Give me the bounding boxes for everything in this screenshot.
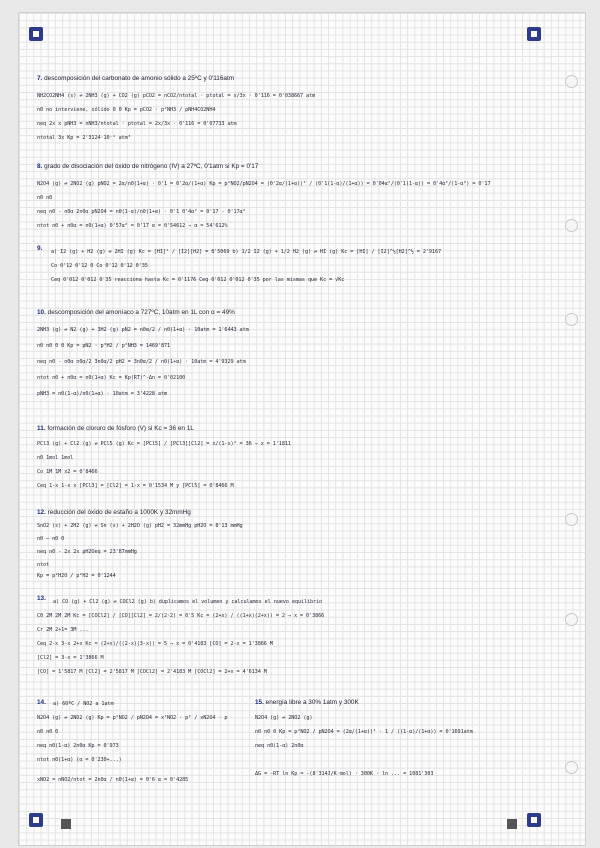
- work-line: n0 — n0 0: [37, 536, 65, 542]
- problem-number: 12.: [37, 509, 46, 516]
- binder-hole: [565, 513, 578, 526]
- problem-9: [37, 245, 547, 305]
- work-line: ntotal 3x Kp = 2'3124·10⁻⁴ atm³: [37, 135, 131, 141]
- work-line: Cr 2M 2+1= 3M ...: [37, 627, 89, 633]
- work-line: a) CO (g) + Cl2 (g) ⇌ COCl2 (g) b) duplicamos el volumen y calculamos el nuevo equilibrio: [53, 599, 323, 605]
- problem-title: descomposición del carbonato de amonio sólido a 25ºC y 0'116atm: [44, 75, 235, 82]
- problem-14: [37, 699, 267, 799]
- work-line: n0 n0: [37, 195, 53, 201]
- binder-hole: [565, 761, 578, 774]
- work-line: Kp = p²H2O / p²H2 = 0'1244: [37, 573, 116, 579]
- work-line: ntot: [37, 562, 50, 568]
- work-line: ntot n0 + n0α = n0(1+α) 0'57α² = 0'17 α = 0'54612 → α = 54'612%: [37, 223, 228, 229]
- binder-hole: [565, 313, 578, 326]
- work-line: Ceq 0'012 0'012 0'35 reacciona hasta Kc = 0'1176 Ceq 0'012 0'012 0'35 por las mismas que Kc = √Kc: [51, 277, 345, 283]
- work-line: Ceq 2-x 3-x 2+x Kc = (2+x)/((2-x)(3-x)) = 5 → x = 0'4183 [CO] = 2-x = 1'3866 M: [37, 641, 273, 647]
- bottom-right-corner-marker: [527, 813, 541, 827]
- work-line: xNO2 = nNO2/ntot = 2n0α / n0(1+α) = 0'6 α = 0'4285: [37, 777, 189, 783]
- top-right-corner-marker: [527, 27, 541, 41]
- problem-number: 10.: [37, 309, 46, 316]
- problem-12: [37, 509, 547, 587]
- work-line: Co 1M 1M x2 = 0'8466: [37, 469, 98, 475]
- problem-title: formación de cloruro de fósforo (V) si Kc = 36 en 1L: [47, 425, 194, 432]
- problem-title: reducción del óxido de estaño a 1000K y 32mmHg: [47, 509, 191, 516]
- problem-title: descomposición del amoníaco a 727ºC, 10atm en 1L con α = 49%: [47, 309, 235, 316]
- problem-8: [37, 163, 547, 243]
- problem-title: energía libre a 30% 1atm y 300K: [265, 699, 359, 706]
- binder-hole: [565, 75, 578, 88]
- work-line: neq n0(1-α) 2n0α: [255, 743, 304, 749]
- bottom-right-square: [507, 819, 517, 829]
- problem-11: [37, 425, 547, 495]
- work-line: N2O4 (g) ⇌ 2NO2 (g) pNO2 = 2α/n0(1+α) · 0'1 = 0'2α/(1+α) Kp = p²NO2/pN2O4 = (0'2α/(1+α))² / (0'1(1-α)/(1+α)) = 0'04α²/(0'1(1-α)) = 0'4α²/(1-α²) = 0'17: [37, 181, 491, 187]
- notebook-page: [18, 12, 586, 846]
- binder-hole: [565, 613, 578, 626]
- work-line: [Cl2] = 3-x = 1'3866 M: [37, 655, 104, 661]
- work-line: ΔG = -RT ln Kp = -(8'314J/K·mol) · 300K · ln ... = 1081'303: [255, 771, 434, 777]
- work-line: Co 0'12 0'12 0 Co 0'12 0'12 0'35: [51, 263, 148, 269]
- work-line: neq n0 - n0α 2n0α pN2O4 = n0(1-α)/n0(1+α) · 0'1 0'4α² = 0'17 - 0'17α²: [37, 209, 246, 215]
- work-line: n0 no interviene, sólido 0 0 Kp = pCO2 · p²NH3 / pNH4CO2NH4: [37, 107, 216, 113]
- work-line: neq 2x x pNH3 = nNH3/ntotal · ptotal = 2x/3x · 0'116 = 0'07733 atm: [37, 121, 237, 127]
- problem-number: 14.: [37, 699, 46, 706]
- problem-number: 8.: [37, 163, 43, 170]
- work-line: n0 1mol 1mol: [37, 455, 74, 461]
- work-line: N2O4 (g) ⇌ 2NO2 (g): [255, 715, 313, 721]
- work-line: NH2CO2NH4 (s) ⇌ 2NH3 (g) + CO2 (g) pCO2 = nCO2/ntotal · ptotal = x/3x · 0'116 = 0'038667 atm: [37, 93, 316, 99]
- top-left-corner-marker: [29, 27, 43, 41]
- work-line: Ceq 1-x 1-x x [PCl3] = [Cl2] = 1-x = 0'1534 M y [PCl5] = 0'8466 M: [37, 483, 234, 489]
- work-line: 2NH3 (g) ⇌ N2 (g) + 3H2 (g) pN2 = n0α/2 / n0(1+α) · 10atm = 1'6443 atm: [37, 327, 249, 333]
- problem-number: 13.: [37, 595, 46, 602]
- problem-15: [255, 699, 555, 799]
- bottom-left-square: [61, 819, 71, 829]
- work-line: n0 n0 0: [37, 729, 59, 735]
- problem-10: [37, 309, 547, 409]
- problem-title: grado de disociación del óxido de nitrógeno (IV) a 27ºC, 0'1atm si Kp = 0'17: [44, 163, 259, 170]
- work-line: neq n0(1-α) 2n0α Kp = 0'973: [37, 743, 119, 749]
- work-line: SnO2 (s) + 2H2 (g) ⇌ Sn (s) + 2H2O (g) pH2 = 32mmHg pH2O = 8'13 mmHg: [37, 523, 243, 529]
- work-line: N2O4 (g) ⇌ 2NO2 (g) Kp = p²NO2 / pN2O4 = x²NO2 · p² / xN2O4 · p: [37, 715, 228, 721]
- problem-number: 15.: [255, 699, 264, 706]
- work-line: a) 60ºC / NO2 a 1atm: [53, 701, 114, 707]
- work-line: ntot n0(1+α) (α = 0'230+...): [37, 757, 122, 763]
- problem-number: 7.: [37, 75, 43, 82]
- problem-7: [37, 75, 547, 157]
- work-line: n0 n0 0 Kp = p²NO2 / pN2O4 = (2α/(1+α))² · 1 / ((1-α)/(1+α)) = 0'1691atm: [255, 729, 473, 735]
- work-line: PCl3 (g) + Cl2 (g) ⇌ PCl5 (g) Kc = [PCl5] / [PCl3][Cl2] = x/(1-x)² = 36 → x = 1'1811: [37, 441, 291, 447]
- work-line: C0 2M 2M 2M Kc = [COCl2] / [CO][Cl2] = 2/(2·2) = 0'5 Kc = (2+x) / ((1+x)(2+x)) = 2 → x = 0'3866: [37, 613, 325, 619]
- problem-13: [37, 595, 547, 691]
- work-line: ntot n0 + n0α = n0(1+α) Kc = Kp(RT)^-Δn = 0'02100: [37, 375, 186, 381]
- work-line: a) I2 (g) + H2 (g) ⇌ 2HI (g) Kc = [HI]² / [I2][H2] = 8'5069 b) 1/2 I2 (g) + 1/2 H2 (g) ⇌ HI (g) Kc = [HI] / [I2]^½[H2]^½ = 2'9167: [51, 249, 441, 255]
- bottom-left-corner-marker: [29, 813, 43, 827]
- work-line: [CO] = 1'5817 M [Cl2] = 2'5817 M [COCl2] = 2'4183 M [COCl2] = 2+x = 4'6134 M: [37, 669, 267, 675]
- problem-number: 11.: [37, 425, 46, 432]
- binder-hole: [565, 219, 578, 232]
- work-line: pNH3 = n0(1-α)/n0(1+α) · 10atm = 3'4228 atm: [37, 391, 167, 397]
- work-line: neq n0 - n0α n0α/2 3n0α/2 pH2 = 3n0α/2 / n0(1+α) · 10atm = 4'9329 atm: [37, 359, 246, 365]
- work-line: n0 n0 0 0 Kp = pN2 · p³H2 / p²NH3 = 1469'871: [37, 343, 171, 349]
- problem-number: 9.: [37, 245, 43, 252]
- work-line: neq n0 - 2x 2x pH2Oeq = 23'87mmHg: [37, 549, 137, 555]
